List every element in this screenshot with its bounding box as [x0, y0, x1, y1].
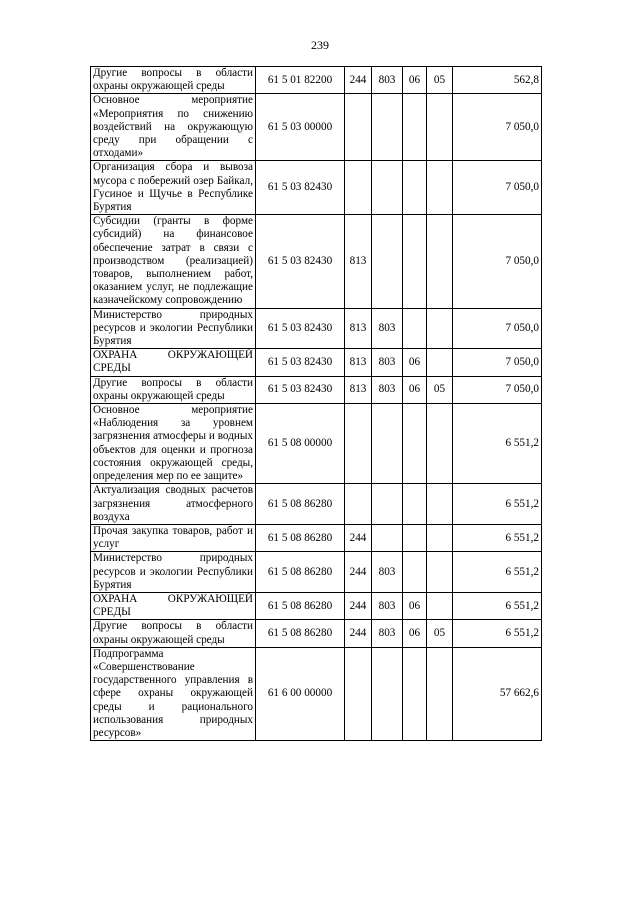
- table-row: [91, 308, 542, 349]
- table-row: [91, 592, 542, 619]
- row-name: Министерство природных ресурсов и экологии Республики Бурятия: [91, 552, 256, 593]
- row-name: Основное мероприятие «Мероприятия по снижению воздействий на окружающую среду при обращении с отходами»: [91, 94, 256, 161]
- expense-type-code: 244: [345, 552, 372, 593]
- expense-type-code: 813: [345, 215, 372, 308]
- target-article-code: 61 5 08 86280: [256, 592, 345, 619]
- subsection-code: [427, 552, 453, 593]
- table-row: [91, 349, 542, 376]
- amount: 6 551,2: [453, 620, 542, 647]
- expense-type-code: [345, 94, 372, 161]
- row-name: Подпрограмма «Совершенствование государственного управления в сфере охраны окружающей среды и рационального использования природных ресурсов»: [91, 647, 256, 740]
- expense-type-code: [345, 161, 372, 215]
- row-name: ОХРАНА ОКРУЖАЮЩЕЙ СРЕДЫ: [91, 592, 256, 619]
- target-article-code: 61 5 08 86280: [256, 620, 345, 647]
- expense-type-code: 244: [345, 524, 372, 551]
- target-article-code: 61 5 03 82430: [256, 161, 345, 215]
- ministry-code: [372, 524, 403, 551]
- target-article-code: 61 5 03 00000: [256, 94, 345, 161]
- table-row: [91, 647, 542, 740]
- row-name: Другие вопросы в области охраны окружающей среды: [91, 620, 256, 647]
- subsection-code: 05: [427, 376, 453, 403]
- table-row: [91, 161, 542, 215]
- ministry-code: 803: [372, 552, 403, 593]
- expense-type-code: 244: [345, 67, 372, 94]
- row-name: Другие вопросы в области охраны окружающей среды: [91, 67, 256, 94]
- expense-type-code: 813: [345, 349, 372, 376]
- expense-type-code: [345, 404, 372, 484]
- section-code: 06: [403, 592, 427, 619]
- section-code: [403, 161, 427, 215]
- target-article-code: 61 5 03 82430: [256, 308, 345, 349]
- amount: 562,8: [453, 67, 542, 94]
- ministry-code: 803: [372, 308, 403, 349]
- section-code: 06: [403, 349, 427, 376]
- subsection-code: [427, 647, 453, 740]
- subsection-code: [427, 592, 453, 619]
- budget-table: [90, 66, 542, 741]
- row-name: Актуализация сводных расчетов загрязнения атмосферного воздуха: [91, 484, 256, 525]
- section-code: 06: [403, 376, 427, 403]
- expense-type-code: [345, 647, 372, 740]
- target-article-code: 61 5 03 82430: [256, 349, 345, 376]
- ministry-code: [372, 647, 403, 740]
- row-name: ОХРАНА ОКРУЖАЮЩЕЙ СРЕДЫ: [91, 349, 256, 376]
- target-article-code: 61 5 08 86280: [256, 484, 345, 525]
- amount: 7 050,0: [453, 349, 542, 376]
- amount: 6 551,2: [453, 592, 542, 619]
- budget-table-body: [91, 67, 542, 741]
- table-row: [91, 215, 542, 308]
- target-article-code: 61 5 01 82200: [256, 67, 345, 94]
- subsection-code: [427, 404, 453, 484]
- section-code: [403, 552, 427, 593]
- target-article-code: 61 5 03 82430: [256, 215, 345, 308]
- subsection-code: [427, 308, 453, 349]
- expense-type-code: 813: [345, 376, 372, 403]
- section-code: [403, 484, 427, 525]
- subsection-code: [427, 94, 453, 161]
- ministry-code: [372, 484, 403, 525]
- page-number: 239: [311, 38, 329, 52]
- section-code: [403, 524, 427, 551]
- subsection-code: [427, 349, 453, 376]
- amount: 6 551,2: [453, 404, 542, 484]
- target-article-code: 61 5 08 86280: [256, 552, 345, 593]
- section-code: 06: [403, 67, 427, 94]
- ministry-code: [372, 404, 403, 484]
- row-name: Прочая закупка товаров, работ и услуг: [91, 524, 256, 551]
- row-name: Субсидии (гранты в форме субсидий) на финансовое обеспечение затрат в связи с производством (реализацией) товаров, выполнением работ, оказанием услуг, не подлежащие казначейскому сопровождению: [91, 215, 256, 308]
- section-code: [403, 308, 427, 349]
- expense-type-code: 244: [345, 592, 372, 619]
- expense-type-code: [345, 484, 372, 525]
- section-code: [403, 404, 427, 484]
- amount: 7 050,0: [453, 94, 542, 161]
- amount: 7 050,0: [453, 215, 542, 308]
- row-name: Основное мероприятие «Наблюдения за уровнем загрязнения атмосферы и водных объектов для оценки и прогноза состояния окружающей среды, определения мер по ее защите»: [91, 404, 256, 484]
- table-row: [91, 67, 542, 94]
- expense-type-code: 813: [345, 308, 372, 349]
- table-row: [91, 620, 542, 647]
- ministry-code: 803: [372, 592, 403, 619]
- table-row: [91, 484, 542, 525]
- subsection-code: 05: [427, 67, 453, 94]
- subsection-code: [427, 524, 453, 551]
- subsection-code: [427, 215, 453, 308]
- ministry-code: [372, 161, 403, 215]
- subsection-code: [427, 161, 453, 215]
- section-code: [403, 647, 427, 740]
- amount: 57 662,6: [453, 647, 542, 740]
- section-code: 06: [403, 620, 427, 647]
- amount: 7 050,0: [453, 308, 542, 349]
- subsection-code: [427, 484, 453, 525]
- row-name: Министерство природных ресурсов и экологии Республики Бурятия: [91, 308, 256, 349]
- amount: 6 551,2: [453, 484, 542, 525]
- ministry-code: [372, 215, 403, 308]
- amount: 7 050,0: [453, 161, 542, 215]
- table-row: [91, 404, 542, 484]
- target-article-code: 61 5 08 00000: [256, 404, 345, 484]
- target-article-code: 61 6 00 00000: [256, 647, 345, 740]
- target-article-code: 61 5 03 82430: [256, 376, 345, 403]
- table-row: [91, 94, 542, 161]
- table-row: [91, 552, 542, 593]
- subsection-code: 05: [427, 620, 453, 647]
- table-row: [91, 376, 542, 403]
- ministry-code: 803: [372, 376, 403, 403]
- ministry-code: [372, 94, 403, 161]
- target-article-code: 61 5 08 86280: [256, 524, 345, 551]
- table-row: [91, 524, 542, 551]
- amount: 6 551,2: [453, 524, 542, 551]
- section-code: [403, 215, 427, 308]
- ministry-code: 803: [372, 349, 403, 376]
- ministry-code: 803: [372, 620, 403, 647]
- ministry-code: 803: [372, 67, 403, 94]
- row-name: Другие вопросы в области охраны окружающей среды: [91, 376, 256, 403]
- amount: 6 551,2: [453, 552, 542, 593]
- section-code: [403, 94, 427, 161]
- expense-type-code: 244: [345, 620, 372, 647]
- row-name: Организация сбора и вывоза мусора с побережий озер Байкал, Гусиное и Щучье в Республике Бурятия: [91, 161, 256, 215]
- amount: 7 050,0: [453, 376, 542, 403]
